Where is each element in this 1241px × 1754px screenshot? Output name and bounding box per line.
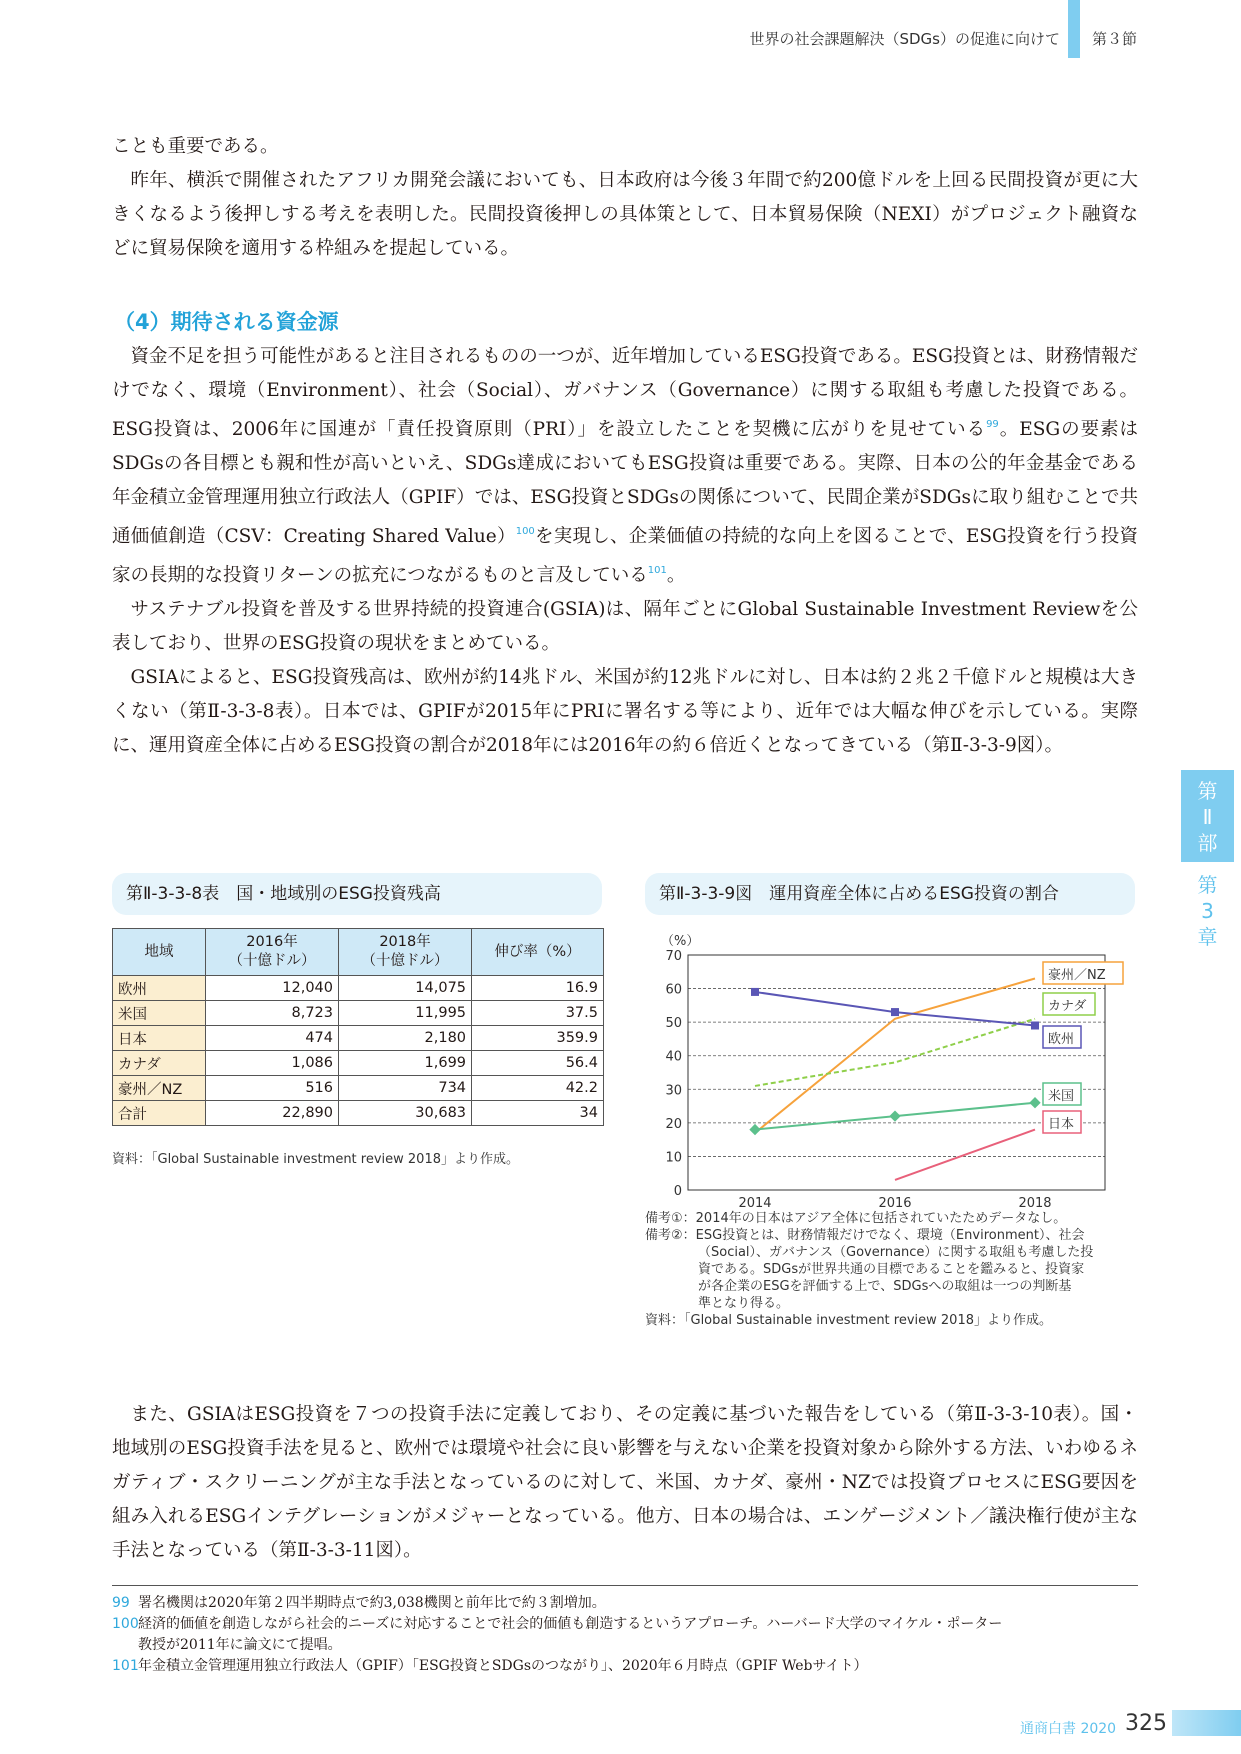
publication-name: 通商白書 2020 [1020, 1721, 1117, 1737]
series-label: 日本 [1048, 1117, 1075, 1132]
chart-note: が各企業のESGを評価する上で、SDGsへの取組は一つの判断基 [698, 1279, 1072, 1294]
chart-note: 準となり得る。 [698, 1296, 790, 1311]
footnote-number: 101 [112, 1658, 139, 1674]
cell-2018: 2,180 [339, 1026, 472, 1051]
cell-2016: 8,723 [206, 1001, 339, 1026]
chapter-tab-line: 3 [1201, 899, 1214, 923]
chart-notes [645, 1210, 1140, 1329]
cell-region: 豪州／NZ [113, 1076, 206, 1101]
header-growth: 伸び率（%） [472, 929, 604, 976]
x-tick-label: 2018 [1018, 1196, 1052, 1210]
table-caption: 第Ⅱ-3-3-8表 国・地域別のESG投資残高 [112, 873, 602, 915]
page-number: 325 [1125, 1711, 1167, 1736]
header-2018 [339, 929, 472, 976]
data-point [1029, 1097, 1040, 1108]
footnote [112, 1614, 1138, 1635]
table-row [113, 1026, 604, 1051]
paragraph-text: 資金不足を担う可能性があると注目されるものの一つが、近年増加しているESG投資である。ESG投資とは、財務情報だけでなく、環境（Environment）、社会（Social）、ガバナンス（Governance）に関する取組も考慮した投資である。ESG投資は、2006年に国連が「責任投資原則（PRI）」を設立したことを契機に広がりを見せている [112, 346, 1138, 440]
table-source-note: 資料：「Global Sustainable investment review 2018」より作成。 [112, 1152, 519, 1167]
cell-growth: 16.9 [472, 976, 604, 1001]
paragraph [112, 340, 1138, 593]
table-header-row [113, 929, 604, 976]
esg-share-line-chart [645, 925, 1140, 1210]
paragraph: サステナブル投資を普及する世界持続的投資連合(GSIA)は、隔年ごとにGlobal Sustainable Investment Reviewを公表しており、世界のESG投資の現状をまとめている。 [112, 599, 1138, 654]
series-line [895, 1130, 1035, 1180]
cell-region: 日本 [113, 1026, 206, 1051]
header-2016-unit: （十億ドル） [228, 953, 316, 969]
footnote-number: 100 [112, 1616, 139, 1632]
chapter-tab-line: 第 [1197, 873, 1218, 897]
chapter-tab[interactable] [1181, 872, 1234, 950]
table-row [113, 1001, 604, 1026]
cell-growth: 42.2 [472, 1076, 604, 1101]
cell-growth: 37.5 [472, 1001, 604, 1026]
footnote-text: 署名機関は2020年第２四半期時点で約3,038機関と前年比で約３割増加。 [138, 1595, 606, 1611]
y-tick-label: 10 [665, 1150, 682, 1166]
body-text-top [112, 130, 1138, 266]
series-label: カナダ [1048, 999, 1087, 1014]
cell-2016: 516 [206, 1076, 339, 1101]
data-point [1031, 1022, 1039, 1030]
running-header-section: 第３節 [1092, 30, 1138, 48]
footnote-continuation: 教授が2011年に論文にて提唱。 [138, 1637, 342, 1653]
chart-note: 備考②：ESG投資とは、財務情報だけでなく、環境（Environment）、社会 [645, 1228, 1085, 1243]
chapter-tab-line: 章 [1197, 925, 1218, 949]
cell-2016: 22,890 [206, 1101, 339, 1126]
table-row [113, 976, 604, 1001]
body-text-esg [112, 340, 1138, 763]
footnote-text: 経済的価値を創造しながら社会的ニーズに対応することで社会的価値も創造するというアプローチ。ハーバード大学のマイケル・ポーター [138, 1616, 1003, 1632]
paragraph: また、GSIAはESG投資を７つの投資手法に定義しており、その定義に基づいた報告をしている（第Ⅱ-3-3-10表）。国・地域別のESG投資手法を見ると、欧州では環境や社会に良い影響を与えない企業を投資対象から除外する方法、いわゆるネガティブ・スクリーニングが主な手法となっているのに対して、米国、カナダ、豪州・NZでは投資プロセスにESG要因を組み入れるESGインテグレーションがメジャーとなっている。他方、日本の場合は、エンゲージメント／議決権行使が主な手法となっている（第Ⅱ-3-3-11図）。 [112, 1404, 1138, 1561]
footnote-text: 年金積立金管理運用独立行政法人（GPIF）「ESG投資とSDGsのつながり」、2020年６月時点（GPIF Webサイト） [138, 1658, 868, 1674]
body-text-bottom [112, 1398, 1138, 1568]
table-row [113, 1051, 604, 1076]
x-tick-label: 2016 [878, 1196, 912, 1210]
chart-note: （Social）、ガバナンス（Governance）に関する取組も考慮した投 [698, 1245, 1094, 1260]
y-tick-label: 0 [673, 1184, 682, 1199]
data-point [751, 988, 759, 996]
part-tab-line: Ⅱ [1202, 805, 1213, 829]
chart-series [749, 979, 1040, 1180]
series-label: 豪州／NZ [1048, 968, 1106, 983]
paragraph-text: を実現し、企業価値の持続的な向上を図ることで、ESG投資を行う投資家の長期的な投資リターンの拡充につながるものと言及している [112, 526, 1138, 586]
cell-growth: 34 [472, 1101, 604, 1126]
table-row-total [113, 1101, 604, 1126]
paragraph-text: 。ESGの要素はSDGsの各目標とも親和性が高いといえ、SDGs達成においてもESG投資は重要である。実際、日本の公的年金基金である年金積立金管理運用独立行政法人（GPIF）では、ESG投資とSDGsの関係について、民間企業がSDGsに取り組むことで共通価値創造（CSV：Creating Shared Value） [112, 419, 1138, 547]
header-accent-bar [1068, 0, 1080, 58]
cell-2018: 11,995 [339, 1001, 472, 1026]
header-2016 [206, 929, 339, 976]
y-tick-label: 30 [665, 1083, 682, 1099]
footer-accent-bar [1172, 1710, 1241, 1736]
x-tick-label: 2014 [738, 1196, 772, 1210]
cell-2018: 1,699 [339, 1051, 472, 1076]
header-region: 地域 [113, 929, 206, 976]
header-2018-year: 2018年 [379, 934, 431, 950]
cell-2018: 14,075 [339, 976, 472, 1001]
part-tab-line: 部 [1197, 831, 1218, 855]
cell-2016: 474 [206, 1026, 339, 1051]
plot-frame [688, 955, 1105, 1190]
part-tab[interactable] [1181, 770, 1234, 862]
chart-note: 備考①：2014年の日本はアジア全体に包括されていたためデータなし。 [645, 1211, 1067, 1226]
cell-2018: 30,683 [339, 1101, 472, 1126]
cell-region: 欧州 [113, 976, 206, 1001]
y-axis-unit: （%） [661, 934, 700, 949]
series-label: 米国 [1048, 1089, 1075, 1104]
header-2016-year: 2016年 [246, 934, 298, 950]
y-tick-label: 70 [665, 949, 682, 964]
paragraph-text: 。 [666, 565, 686, 586]
data-point [749, 1124, 760, 1135]
header-2018-unit: （十億ドル） [361, 953, 449, 969]
footnote-ref[interactable]: 100 [515, 526, 535, 537]
chart-axes [661, 934, 1105, 1210]
table-row [113, 1076, 604, 1101]
data-point [891, 1008, 899, 1016]
series-line [755, 1019, 1035, 1086]
cell-2016: 12,040 [206, 976, 339, 1001]
footnotes [112, 1593, 1138, 1677]
footnote-divider [112, 1585, 1138, 1586]
running-header-title: 世界の社会課題解決（SDGs）の促進に向けて [749, 30, 1060, 48]
y-tick-label: 20 [665, 1116, 682, 1132]
footnote [112, 1593, 1138, 1614]
y-tick-label: 40 [665, 1049, 682, 1065]
section-heading: （4）期待される資金源 [114, 310, 339, 334]
series-label: 欧州 [1048, 1032, 1075, 1047]
footnote-ref[interactable]: 101 [647, 565, 667, 576]
chart-title: 第Ⅱ-3-3-9図 運用資産全体に占めるESG投資の割合 [645, 873, 1135, 915]
chart-note: 資である。SDGsが世界共通の目標であることを鑑みると、投資家 [698, 1262, 1085, 1277]
cell-2016: 1,086 [206, 1051, 339, 1076]
y-tick-label: 60 [665, 982, 682, 998]
paragraph: 昨年、横浜で開催されたアフリカ開発会議においても、日本政府は今後３年間で約200億ドルを上回る民間投資が更に大きくなるよう後押しする考えを表明した。民間投資後押しの具体策として、日本貿易保険（NEXI）がプロジェクト融資などに貿易保険を適用する枠組みを提起している。 [112, 170, 1138, 259]
footnote-ref[interactable]: 99 [986, 419, 999, 430]
esg-balance-table [112, 928, 604, 1126]
paragraph: GSIAによると、ESG投資残高は、欧州が約14兆ドル、米国が約12兆ドルに対し、日本は約２兆２千億ドルと規模は大きくない（第Ⅱ-3-3-8表）。日本では、GPIFが2015年にPRIに署名する等により、近年では大幅な伸びを示している。実際に、運用資産全体に占めるESG投資の割合が2018年には2016年の約６倍近くとなってきている（第Ⅱ-3-3-9図）。 [112, 667, 1138, 756]
cell-region: 合計 [113, 1101, 206, 1126]
cell-2018: 734 [339, 1076, 472, 1101]
footnote-number: 99 [112, 1595, 130, 1611]
chart-source-note: 資料：「Global Sustainable investment review 2018」より作成。 [645, 1313, 1052, 1328]
cell-growth: 359.9 [472, 1026, 604, 1051]
footnote [112, 1656, 1138, 1677]
y-tick-label: 50 [665, 1016, 682, 1032]
part-tab-line: 第 [1197, 779, 1218, 803]
data-point [889, 1110, 900, 1121]
cell-growth: 56.4 [472, 1051, 604, 1076]
cell-region: カナダ [113, 1051, 206, 1076]
paragraph: ことも重要である。 [112, 136, 279, 157]
cell-region: 米国 [113, 1001, 206, 1026]
chart-legend-labels [1043, 962, 1123, 1133]
